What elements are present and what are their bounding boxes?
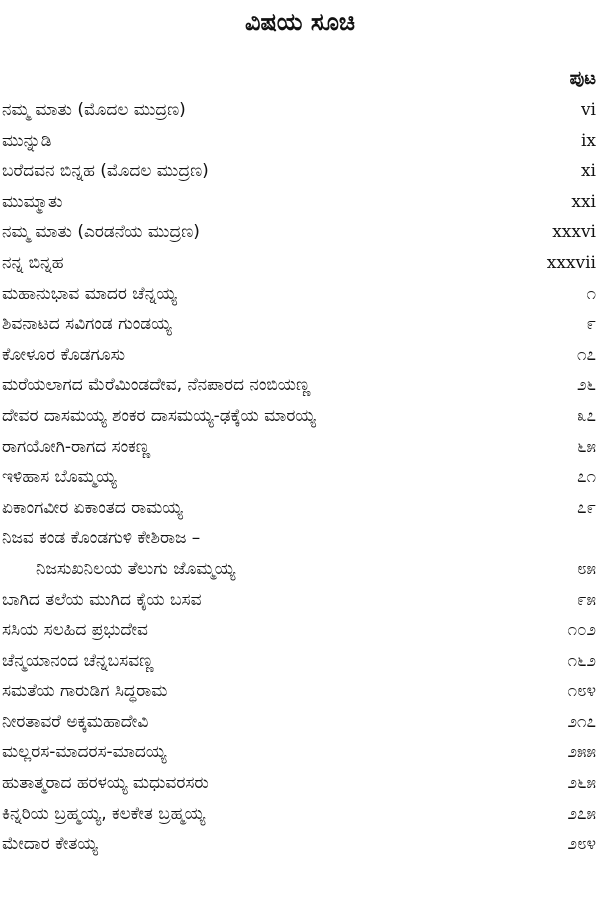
toc-entry-title: ಇಳಿಹಾಸ ಬೊಮ್ಮಯ್ಯ	[2, 467, 117, 488]
toc-entry-title: ನಮ್ಮ ಮಾತು (ಎರಡನೆಯ ಮುದ್ರಣ)	[2, 222, 200, 243]
toc-entry	[0, 156, 600, 187]
toc-entry-title: ಮಲ್ಲರಸ-ಮಾದರಸ-ಮಾದಯ್ಯ	[2, 742, 167, 763]
toc-entry-page-number: ೯೫	[576, 589, 596, 610]
toc-entry-page-number: ೭೧	[576, 467, 596, 488]
toc-entry-page-number: ೨೭೫	[567, 803, 596, 824]
toc-entry-page-number: ೯	[586, 314, 596, 335]
toc-entry-title: ಶಿವನಾಟದ ಸವಿಗಂಡ ಗುಂಡಯ್ಯ	[2, 314, 172, 335]
toc-entry	[0, 432, 600, 463]
toc-entry	[0, 646, 600, 677]
toc-entry-page-number: xxi	[571, 191, 596, 212]
toc-entry-page-number: ೨೬೫	[567, 773, 596, 794]
toc-entry-page-number: ೨೫೫	[567, 742, 596, 763]
toc-entry	[0, 585, 600, 616]
toc-entry-title: ಮುನ್ನುಡಿ	[2, 130, 52, 151]
toc-entry-page-number: ೭೯	[576, 497, 596, 518]
toc-entry-title: ದೇವರ ದಾಸಮಯ್ಯ ಶಂಕರ ದಾಸಮಯ್ಯ-ಢಕ್ಕೆಯ ಮಾರಯ್ಯ	[2, 405, 316, 426]
toc-entry-title: ನಮ್ಮ ಮಾತು (ಮೊದಲ ಮುದ್ರಣ)	[2, 100, 186, 120]
toc-entry	[0, 493, 600, 524]
toc-entry-title: ರಾಗಯೋಗಿ-ರಾಗದ ಸಂಕಣ್ಣ	[2, 436, 151, 457]
toc-entry-page-number: xi	[580, 161, 596, 182]
page-column-label: ಪುಟ	[569, 68, 596, 89]
toc-entry	[0, 768, 600, 799]
toc-entry	[0, 554, 600, 585]
toc-entry	[0, 737, 600, 768]
toc-entry-page-number: ix	[580, 130, 596, 151]
toc-entry-page-number: ೧೬೨	[567, 650, 596, 671]
toc-entry-page-number: vi	[580, 100, 596, 120]
toc-entry	[0, 401, 600, 432]
toc-entry-page-number: ೨೮೪	[567, 834, 596, 855]
toc-entry-page-number: xxxvii	[546, 252, 596, 273]
toc-entry-title: ಬರೆದವನ ಬಿನ್ನಹ (ಮೊದಲ ಮುದ್ರಣ)	[2, 161, 209, 182]
toc-entry-page-number: ೬೫	[576, 436, 596, 457]
toc-entry-title: ಹುತಾತ್ಮರಾದ ಹರಳಯ್ಯ ಮಧುವರಸರು	[2, 773, 209, 794]
toc-entry	[0, 370, 600, 401]
toc-entry	[0, 126, 600, 157]
toc-entry-title: ಮಹಾನುಭಾವ ಮಾದರ ಚೆನ್ನಯ್ಯ	[2, 283, 177, 304]
toc-entry	[0, 248, 600, 279]
toc-entry-title: ಕಿನ್ನರಿಯ ಬ್ರಹ್ಮಯ್ಯ, ಕಲಕೇತ ಬ್ರಹ್ಮಯ್ಯ	[2, 803, 206, 824]
toc-entry-title: ಸಮತೆಯ ಗಾರುಡಿಗ ಸಿದ್ಧರಾಮ	[2, 681, 168, 702]
toc-entry	[0, 279, 600, 310]
toc-entry-title: ನೀರತಾವರೆ ಅಕ್ಕಮಹಾದೇವಿ	[2, 711, 149, 732]
toc-entry-title: ಸಸಿಯ ಸಲಹಿದ ಪ್ರಭುದೇವ	[2, 620, 148, 641]
toc-entry-title: ಮರೆಯಲಾಗದ ಮೆರೆಮಿಂಡದೇವ, ನೆನಪಾರದ ನಂಬಿಯಣ್ಣ	[2, 375, 311, 396]
toc-entry-page-number: ೧	[586, 283, 596, 304]
toc-entry	[0, 707, 600, 738]
toc-entry	[0, 676, 600, 707]
toc-entry	[0, 340, 600, 371]
toc-entry-page-number: ೧೮೪	[567, 681, 596, 702]
toc-entry	[0, 95, 600, 126]
page-title: ವಿಷಯ ಸೂಚಿ	[244, 8, 356, 36]
toc-entry-page-number: ೧೭	[576, 344, 596, 365]
toc-entry-page-number: ೮೫	[576, 558, 596, 579]
toc-entry-title: ಕೋಳೂರ ಕೊಡಗೂಸು	[2, 344, 126, 365]
toc-entry-page-number: ೨೧೭	[567, 711, 596, 732]
toc-entry-title: ನಿಜವ ಕಂಡ ಕೊಂಡಗುಳಿ ಕೇಶಿರಾಜ –	[2, 528, 201, 549]
toc-entry	[0, 829, 600, 860]
toc-entry-title: ಬಾಗಿದ ತಲೆಯ ಮುಗಿದ ಕೈಯ ಬಸವ	[2, 589, 202, 610]
toc-entry-title: ಚೆನ್ಮಯಾನಂದ ಚೆನ್ನಬಸವಣ್ಣ	[2, 650, 154, 671]
toc-list	[0, 95, 600, 860]
toc-entry-title: ಮುಮ್ಮಾತು	[2, 191, 63, 212]
toc-entry	[0, 217, 600, 248]
toc-entry	[0, 615, 600, 646]
toc-entry	[0, 309, 600, 340]
toc-entry-page-number: ೩೭	[576, 405, 596, 426]
toc-entry-page-number: xxxvi	[552, 222, 596, 243]
toc-entry	[0, 523, 600, 554]
toc-entry-title: ಏಕಾಂಗವೀರ ಏಕಾಂತದ ರಾಮಯ್ಯ	[2, 497, 183, 518]
toc-entry-page-number: ೨೬	[576, 375, 596, 396]
toc-entry-title: ಮೇದಾರ ಕೇತಯ್ಯ	[2, 834, 98, 855]
toc-entry	[0, 799, 600, 830]
toc-entry-title: ನಿಜಸುಖನಿಲಯ ತೆಲುಗು ಜೊಮ್ಮಯ್ಯ	[36, 558, 236, 579]
toc-entry-title: ನನ್ನ ಬಿನ್ನಹ	[2, 252, 64, 273]
toc-entry	[0, 462, 600, 493]
toc-entry	[0, 187, 600, 218]
toc-entry-page-number: ೧೦೨	[567, 620, 596, 641]
